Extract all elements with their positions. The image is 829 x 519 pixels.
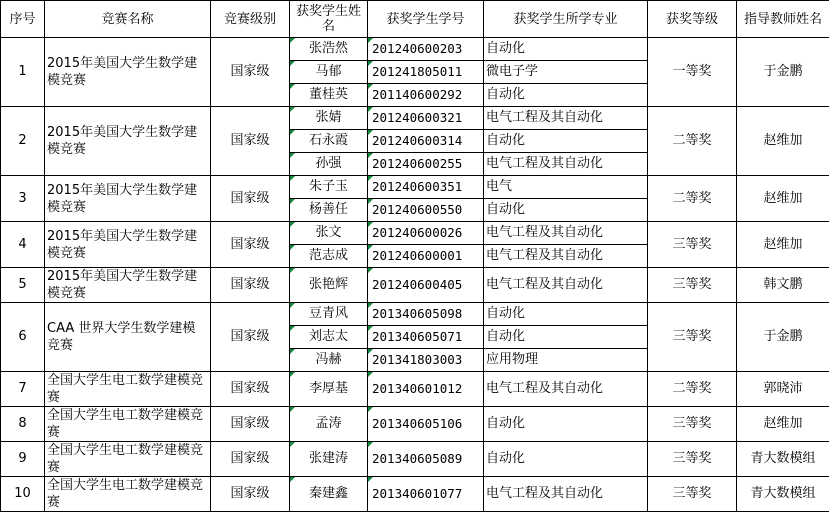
cell-student-name[interactable]: 马郁	[290, 61, 368, 84]
cell-award[interactable]: 二等奖	[648, 107, 737, 176]
cell-seq[interactable]: 5	[1, 268, 45, 303]
cell-level[interactable]: 国家级	[211, 268, 290, 303]
cell-major[interactable]: 自动化	[484, 326, 648, 349]
cell-student-id[interactable]: 201240600203	[368, 38, 484, 61]
cell-teacher[interactable]: 青大数模组	[737, 442, 829, 477]
cell-major[interactable]: 自动化	[484, 407, 648, 442]
header-teacher[interactable]: 指导教师姓名	[737, 1, 829, 38]
cell-major[interactable]: 自动化	[484, 38, 648, 61]
cell-student-id[interactable]: 201240600255	[368, 153, 484, 176]
header-major[interactable]: 获奖学生所学专业	[484, 1, 648, 38]
cell-student-id[interactable]: 201340605106	[368, 407, 484, 442]
cell-student-name[interactable]: 张婧	[290, 107, 368, 130]
cell-major[interactable]: 微电子学	[484, 61, 648, 84]
cell-student-id[interactable]: 201240600026	[368, 222, 484, 245]
cell-award[interactable]: 二等奖	[648, 176, 737, 222]
cell-competition[interactable]: 2015年美国大学生数学建模竞赛	[45, 38, 211, 107]
cell-student-name[interactable]: 孙强	[290, 153, 368, 176]
cell-student-name[interactable]: 朱子玉	[290, 176, 368, 199]
cell-seq[interactable]: 1	[1, 38, 45, 107]
cell-competition[interactable]: 全国大学生电工数学建模竞赛	[45, 477, 211, 512]
cell-teacher[interactable]: 赵维加	[737, 176, 829, 222]
cell-student-id[interactable]: 201240600550	[368, 199, 484, 222]
cell-teacher[interactable]: 郭晓沛	[737, 372, 829, 407]
header-row	[1, 1, 829, 38]
cell-level[interactable]: 国家级	[211, 107, 290, 176]
cell-competition[interactable]: 全国大学生电工数学建模竞赛	[45, 407, 211, 442]
cell-student-name[interactable]: 刘志太	[290, 326, 368, 349]
table-row	[1, 372, 829, 407]
cell-award[interactable]: 三等奖	[648, 222, 737, 268]
cell-student-name[interactable]: 杨善任	[290, 199, 368, 222]
cell-seq[interactable]: 7	[1, 372, 45, 407]
cell-student-id[interactable]: 201340605089	[368, 442, 484, 477]
cell-competition[interactable]: 2015年美国大学生数学建模竞赛	[45, 107, 211, 176]
cell-student-id[interactable]: 201140600292	[368, 84, 484, 107]
cell-student-name[interactable]: 李厚基	[290, 372, 368, 407]
cell-student-id[interactable]: 201240600405	[368, 268, 484, 303]
cell-student-name[interactable]: 董桂英	[290, 84, 368, 107]
cell-competition[interactable]: 全国大学生电工数学建模竞赛	[45, 372, 211, 407]
cell-level[interactable]: 国家级	[211, 38, 290, 107]
table-row	[1, 268, 829, 303]
header-award[interactable]: 获奖等级	[648, 1, 737, 38]
header-competition[interactable]: 竞赛名称	[45, 1, 211, 38]
cell-competition[interactable]: CAA 世界大学生数学建模竞赛	[45, 303, 211, 372]
cell-major[interactable]: 自动化	[484, 130, 648, 153]
header-student-id[interactable]: 获奖学生学号	[368, 1, 484, 38]
cell-major[interactable]: 电气工程及其自动化	[484, 268, 648, 303]
cell-student-id[interactable]: 201341803003	[368, 349, 484, 372]
cell-teacher[interactable]: 于金鹏	[737, 303, 829, 372]
cell-level[interactable]: 国家级	[211, 176, 290, 222]
cell-student-id[interactable]: 201240600001	[368, 245, 484, 268]
cell-level[interactable]: 国家级	[211, 222, 290, 268]
table-row	[1, 222, 829, 245]
cell-major[interactable]: 电气工程及其自动化	[484, 153, 648, 176]
cell-student-id[interactable]: 201240600321	[368, 107, 484, 130]
cell-student-id[interactable]: 201340601077	[368, 477, 484, 512]
cell-seq[interactable]: 3	[1, 176, 45, 222]
header-student[interactable]: 获奖学生姓名	[290, 1, 368, 38]
cell-award[interactable]: 一等奖	[648, 38, 737, 107]
cell-student-name[interactable]: 范志成	[290, 245, 368, 268]
cell-student-id[interactable]: 201240600314	[368, 130, 484, 153]
cell-major[interactable]: 自动化	[484, 199, 648, 222]
cell-major[interactable]: 电气	[484, 176, 648, 199]
cell-student-id[interactable]: 201241805011	[368, 61, 484, 84]
cell-student-name[interactable]: 冯赫	[290, 349, 368, 372]
table-row	[1, 477, 829, 512]
cell-competition[interactable]: 全国大学生电工数学建模竞赛	[45, 442, 211, 477]
table-body	[1, 38, 829, 512]
cell-major[interactable]: 电气工程及其自动化	[484, 107, 648, 130]
table-row	[1, 107, 829, 130]
cell-seq[interactable]: 6	[1, 303, 45, 372]
cell-teacher[interactable]: 赵维加	[737, 222, 829, 268]
cell-student-name[interactable]: 石永霞	[290, 130, 368, 153]
cell-major[interactable]: 自动化	[484, 84, 648, 107]
cell-student-name[interactable]: 张浩然	[290, 38, 368, 61]
cell-student-name[interactable]: 张建涛	[290, 442, 368, 477]
table-row	[1, 38, 829, 61]
cell-major[interactable]: 自动化	[484, 442, 648, 477]
cell-seq[interactable]: 2	[1, 107, 45, 176]
cell-major[interactable]: 电气工程及其自动化	[484, 477, 648, 512]
cell-teacher[interactable]: 韩文鹏	[737, 268, 829, 303]
cell-major[interactable]: 电气工程及其自动化	[484, 372, 648, 407]
cell-seq[interactable]: 8	[1, 407, 45, 442]
cell-student-name[interactable]: 孟涛	[290, 407, 368, 442]
table-row	[1, 303, 829, 326]
cell-seq[interactable]: 4	[1, 222, 45, 268]
table-row	[1, 442, 829, 477]
cell-student-id[interactable]: 201340605098	[368, 303, 484, 326]
cell-level[interactable]: 国家级	[211, 477, 290, 512]
cell-level[interactable]: 国家级	[211, 303, 290, 372]
cell-award[interactable]: 二等奖	[648, 372, 737, 407]
cell-level[interactable]: 国家级	[211, 407, 290, 442]
cell-seq[interactable]: 10	[1, 477, 45, 512]
cell-seq[interactable]: 9	[1, 442, 45, 477]
cell-major[interactable]: 应用物理	[484, 349, 648, 372]
cell-student-id[interactable]: 201340605071	[368, 326, 484, 349]
cell-student-name[interactable]: 秦建鑫	[290, 477, 368, 512]
cell-student-name[interactable]: 豆青风	[290, 303, 368, 326]
header-level[interactable]: 竞赛级别	[211, 1, 290, 38]
cell-major[interactable]: 电气工程及其自动化	[484, 222, 648, 245]
cell-teacher[interactable]: 赵维加	[737, 107, 829, 176]
cell-teacher[interactable]: 青大数模组	[737, 477, 829, 512]
cell-award[interactable]: 三等奖	[648, 442, 737, 477]
cell-award[interactable]: 三等奖	[648, 268, 737, 303]
cell-student-name[interactable]: 张艳辉	[290, 268, 368, 303]
table-row	[1, 407, 829, 442]
cell-award[interactable]: 三等奖	[648, 407, 737, 442]
cell-major[interactable]: 自动化	[484, 303, 648, 326]
cell-teacher[interactable]: 赵维加	[737, 407, 829, 442]
cell-competition[interactable]: 2015年美国大学生数学建模竞赛	[45, 222, 211, 268]
cell-competition[interactable]: 2015年美国大学生数学建模竞赛	[45, 268, 211, 303]
cell-level[interactable]: 国家级	[211, 442, 290, 477]
cell-award[interactable]: 三等奖	[648, 477, 737, 512]
table-row	[1, 176, 829, 199]
header-seq[interactable]: 序号	[1, 1, 45, 38]
cell-student-id[interactable]: 201340601012	[368, 372, 484, 407]
cell-competition[interactable]: 2015年美国大学生数学建模竞赛	[45, 176, 211, 222]
cell-award[interactable]: 三等奖	[648, 303, 737, 372]
cell-student-id[interactable]: 201240600351	[368, 176, 484, 199]
cell-level[interactable]: 国家级	[211, 372, 290, 407]
cell-teacher[interactable]: 于金鹏	[737, 38, 829, 107]
cell-major[interactable]: 电气工程及其自动化	[484, 245, 648, 268]
cell-student-name[interactable]: 张文	[290, 222, 368, 245]
